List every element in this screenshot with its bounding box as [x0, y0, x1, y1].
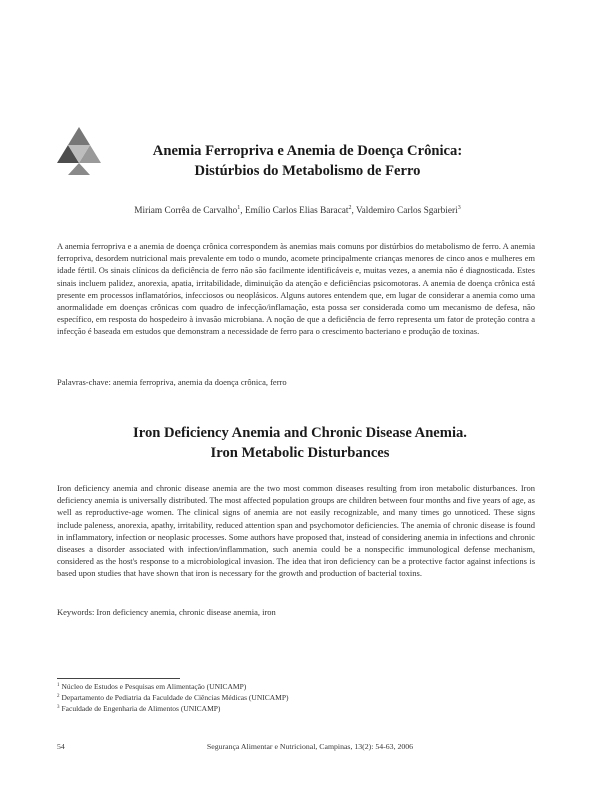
- footnote-number: 3: [57, 704, 60, 710]
- footnote-item: [57, 692, 457, 703]
- footnote-number: 2: [57, 693, 60, 699]
- article-title-en: [80, 423, 520, 463]
- journal-reference: Segurança Alimentar e Nutricional, Campinas, 13(2): 54-63, 2006: [206, 742, 414, 751]
- article-title-pt: [110, 141, 505, 181]
- author-affiliation-mark: 3: [457, 204, 461, 211]
- author-name: Emílio Carlos Elias Baracat: [244, 206, 349, 216]
- title-en-line2: Iron Metabolic Disturbances: [210, 445, 390, 461]
- footnote-item: [57, 681, 457, 692]
- footnote-text: Departamento de Pediatria da Faculdade de Ciências Médicas (UNICAMP): [61, 693, 289, 702]
- author-list: Miriam Corrêa de Carvalho$^1$, Emílio Carlos Elias Baracat$^2$, Valdemiro Carlos Sgarbieri$^3$: [134, 204, 461, 216]
- title-en-line1: Iron Deficiency Anemia and Chronic Disease Anemia.: [133, 425, 467, 441]
- footnote-divider: [57, 678, 180, 679]
- author-affiliation-mark: 1: [237, 204, 241, 211]
- abstract-pt: A anemia ferropriva e a anemia de doença crônica correspondem às anemias mais comuns por distúrbios do metabolismo de ferro. A anemia ferropriva, desordem nutricional mais prevalente em todo o mundo, acomete principalmente crianças menores de cinco anos e mulheres em idade fértil. Os sinais clínicos da deficiência de ferro não são facilmente identificáveis e, muitas vezes, a anemia não é diagnosticada. Estes sinais incluem palidez, anorexia, apatia, irritabilidade, diminuição da atenção e deficiências psicomotoras. A anemia de doença crônica está presente em processos inflamatórios, infecciosos ou neoplásicos. Alguns autores entendem que, em lugar de considerar a anemia como uma anormalidade em doenças crônicas com quadro de infecção/inflamação, esta possa ser considerada como um mecanismo de defesa, não específico, em resposta do hospedeiro à invasão microbiana. A noção de que a deficiência de ferro representa um fator de proteção contra a infecção é baseada em estudos que demonstram a necessidade de ferro para o crescimento bacteriano e produção de toxinas.: [57, 241, 535, 337]
- author-name: Miriam Corrêa de Carvalho: [134, 206, 238, 216]
- abstract-en: Iron deficiency anemia and chronic disease anemia are the two most common diseases resulting from iron metabolic disturbances. Iron deficiency anemia is universally distributed. The most affected population groups are children between four months and five years of age, as well as reproductive-age women. The clinical signs of anemia are not easily recognizable, and many times go unnoticed. These signs include paleness, anorexia, apathy, irritability, reduced attention span and psychomotor deficiencies. The anemia of chronic disease is found in inflammatory, infection or neoplasic processes. Some authors have proposed that, instead of considering anemia in infections and chronic diseases a disorder associated with infection/inflammation, such anemia could be a nonspecific immunological defense mechanism, considered as the host's response to a microbiological invasion. The idea that iron deficiency can be a protective factor against infections is based upon studies that have shown that iron is necessary for the growth and production of bacterial toxins.: [57, 483, 535, 579]
- footnotes: [57, 681, 457, 714]
- journal-logo-icon: [57, 127, 101, 175]
- title-pt-line1: Anemia Ferropriva e Anemia de Doença Crônica:: [152, 143, 463, 159]
- footnote-item: [57, 703, 457, 714]
- author-name: Valdemiro Carlos Sgarbieri: [355, 206, 458, 216]
- title-pt-line2: Distúrbios do Metabolismo de Ferro: [194, 163, 421, 179]
- page-number: 54: [57, 742, 65, 751]
- keywords-en: Keywords: Iron deficiency anemia, chronic disease anemia, iron: [57, 607, 276, 617]
- keywords-pt: Palavras-chave: anemia ferropriva, anemia da doença crônica, ferro: [57, 377, 287, 387]
- footnote-text: Núcleo de Estudos e Pesquisas em Alimentação (UNICAMP): [61, 682, 247, 691]
- author-affiliation-mark: 2: [348, 204, 352, 211]
- footnote-number: 1: [57, 682, 60, 688]
- footnote-text: Faculdade de Engenharia de Alimentos (UNICAMP): [61, 704, 221, 713]
